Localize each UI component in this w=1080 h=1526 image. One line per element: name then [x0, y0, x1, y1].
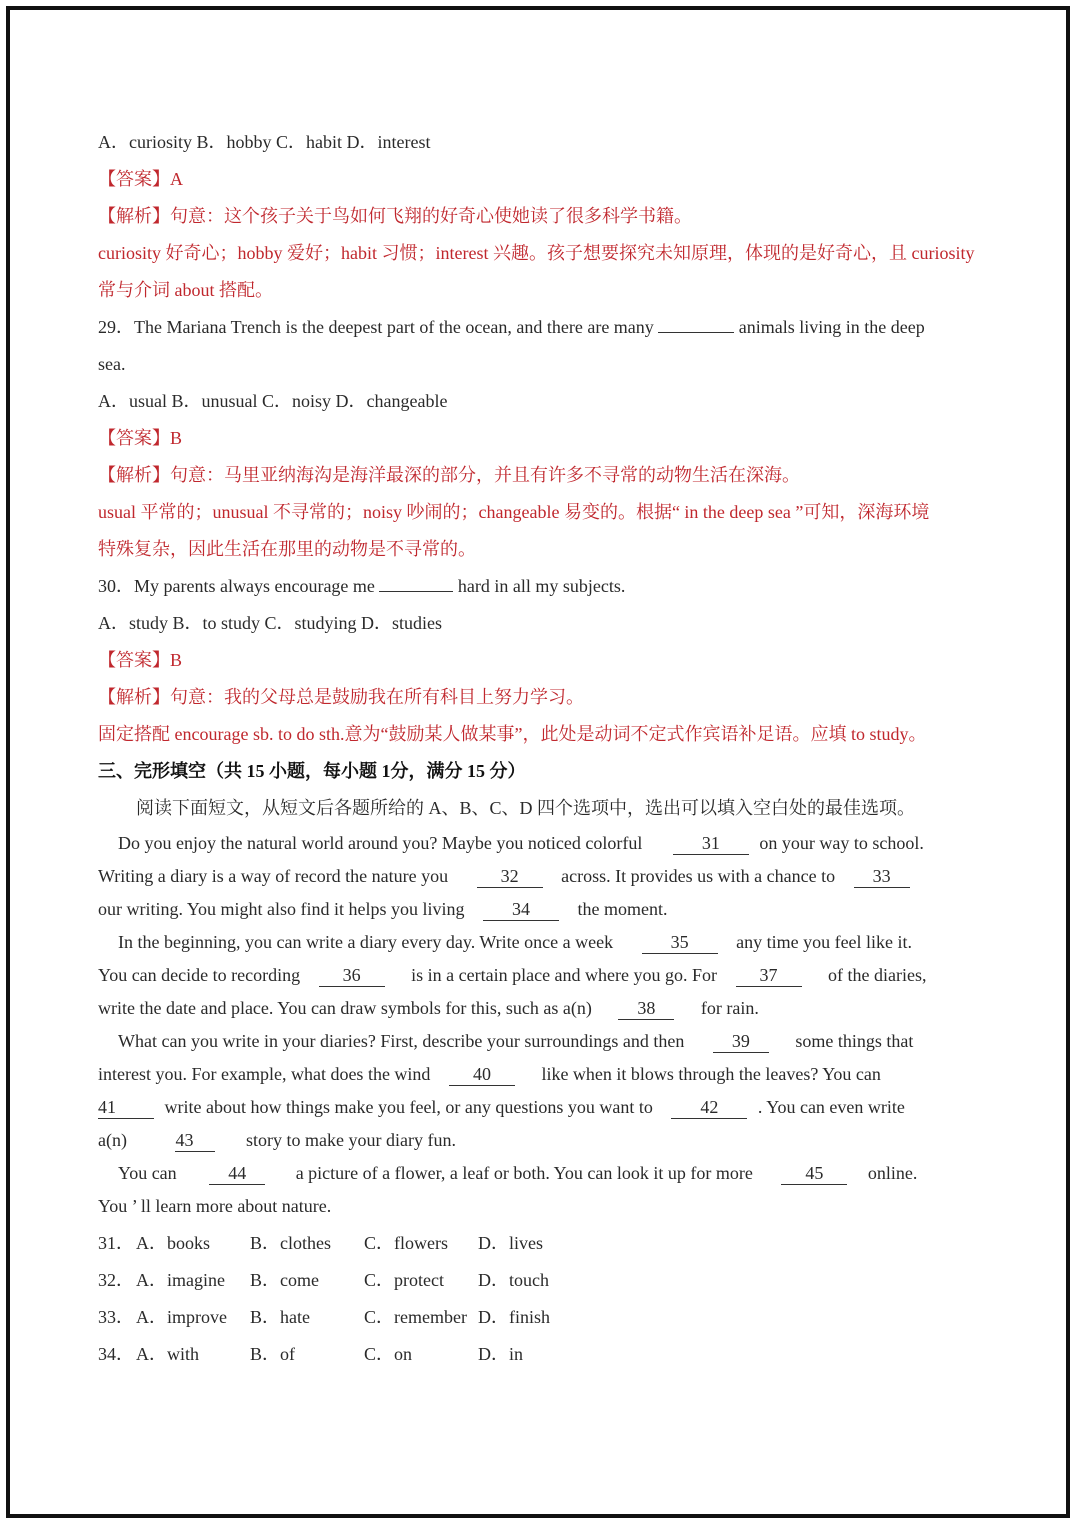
q28-analysis-line1: 【解析】句意：这个孩子关于鸟如何飞翔的好奇心使她读了很多科学书籍。 — [98, 206, 692, 226]
q29-stem-cont: sea. — [98, 354, 126, 374]
option-a: A．improve — [136, 1307, 227, 1327]
blank-40: 40 — [449, 1063, 515, 1086]
passage-text: You can decide to recording — [98, 965, 301, 985]
option-a: A．with — [136, 1344, 199, 1364]
passage-line-3 — [98, 893, 998, 926]
option-d: D．touch — [478, 1270, 549, 1290]
passage-text: You can — [118, 1163, 177, 1183]
q30-blank — [379, 591, 453, 592]
q30-stem-part1: 30．My parents always encourage me — [98, 576, 375, 596]
section3-title: 三、完形填空（共 15 小题，每小题 1分，满分 15 分） — [98, 761, 526, 781]
blank-41: 41 — [98, 1096, 154, 1119]
passage-text: In the beginning, you can write a diary every day. Write once a week — [118, 932, 614, 952]
blank-39: 39 — [713, 1030, 769, 1053]
option-b: B．clothes — [250, 1233, 331, 1253]
q30-stem — [98, 568, 998, 605]
q29-analysis-line1: 【解析】句意：马里亚纳海沟是海洋最深的部分，并且有许多不寻常的动物生活在深海。 — [98, 465, 800, 485]
passage-text: the moment. — [577, 899, 668, 919]
option-b: B．come — [250, 1270, 319, 1290]
passage-line-1 — [98, 827, 998, 860]
q28-analysis-line3: 常与介词 about 搭配。 — [98, 280, 273, 300]
passage-text: some things that — [795, 1031, 914, 1051]
q29-analysis-line3: 特殊复杂，因此生活在那里的动物是不寻常的。 — [98, 539, 476, 559]
passage-text: on your way to school. — [759, 833, 924, 853]
passage-text: for rain. — [700, 998, 759, 1018]
passage-text: interest you. For example, what does the wind — [98, 1064, 431, 1084]
option-b: B．of — [250, 1344, 295, 1364]
passage-line-7 — [98, 1025, 998, 1058]
section3-instruction: 阅读下面短文，从短文后各题所给的 A、B、C、D 四个选项中，选出可以填入空白处的最佳选项。 — [136, 798, 916, 818]
option-d: D．finish — [478, 1307, 550, 1327]
passage-line-4 — [98, 926, 998, 959]
q29-stem-part1: 29．The Mariana Trench is the deepest part of the ocean, and there are many — [98, 317, 654, 337]
passage-text: across. It provides us with a chance to — [561, 866, 836, 886]
passage-line-2 — [98, 860, 998, 893]
question-number: 34． — [98, 1344, 134, 1364]
passage-line-6 — [98, 992, 998, 1025]
passage-text: our writing. You might also find it helps you living — [98, 899, 465, 919]
option-c: C．protect — [364, 1270, 444, 1290]
blank-33: 33 — [854, 865, 910, 888]
question-number: 32． — [98, 1270, 134, 1290]
passage-line-10 — [98, 1124, 998, 1157]
q29-stem-part2: animals living in the deep — [738, 317, 925, 337]
passage-text: . You can even write — [757, 1097, 905, 1117]
passage-text: of the diaries, — [828, 965, 927, 985]
q30-options: A．study B．to study C．studying D．studies — [98, 613, 443, 633]
blank-31: 31 — [673, 832, 749, 855]
option-c: C．on — [364, 1344, 413, 1364]
passage-text: a(n) — [98, 1130, 127, 1150]
q29-analysis-line2: usual 平常的；unusual 不寻常的；noisy 吵闹的；changeable 易变的。根据“ in the deep sea ”可知，深海环境 — [98, 502, 930, 522]
choice-row-31 — [98, 1225, 998, 1262]
passage-text: Writing a diary is a way of record the nature you — [98, 866, 449, 886]
q30-stem-part2: hard in all my subjects. — [457, 576, 626, 596]
choice-row-32 — [98, 1262, 998, 1299]
option-d: D．lives — [478, 1233, 543, 1253]
passage-line-12: You ’ ll learn more about nature. — [98, 1196, 332, 1216]
blank-35: 35 — [642, 931, 718, 954]
blank-34: 34 — [483, 898, 559, 921]
q29-blank — [658, 332, 734, 333]
option-b: B．hate — [250, 1307, 310, 1327]
document-body — [98, 124, 998, 1373]
choice-row-33 — [98, 1299, 998, 1336]
question-number: 31． — [98, 1233, 134, 1253]
passage-line-9 — [98, 1091, 998, 1124]
blank-42: 42 — [671, 1096, 747, 1119]
q28-analysis-line2: curiosity 好奇心；hobby 爱好；habit 习惯；interest 兴趣。孩子想要探究未知原理，体现的是好奇心，且 curiosity — [98, 243, 975, 263]
passage-text: online. — [867, 1163, 918, 1183]
passage-text: story to make your diary fun. — [245, 1130, 456, 1150]
question-number: 33． — [98, 1307, 134, 1327]
option-c: C．remember — [364, 1307, 467, 1327]
choice-row-34 — [98, 1336, 998, 1373]
passage-text: is in a certain place and where you go. For — [411, 965, 718, 985]
passage-line-11 — [98, 1157, 998, 1190]
q29-answer: 【答案】B — [98, 428, 183, 448]
option-a: A．books — [136, 1233, 211, 1253]
blank-36: 36 — [319, 964, 385, 987]
passage-line-5 — [98, 959, 998, 992]
blank-32: 32 — [477, 865, 543, 888]
option-a: A．imagine — [136, 1270, 225, 1290]
q29-stem — [98, 309, 998, 346]
q28-options: A．curiosity B．hobby C．habit D．interest — [98, 132, 431, 152]
blank-44: 44 — [209, 1162, 265, 1185]
passage-text: any time you feel like it. — [736, 932, 913, 952]
blank-38: 38 — [618, 997, 674, 1020]
passage-text: What can you write in your diaries? First, describe your surroundings and then — [118, 1031, 685, 1051]
q29-options: A．usual B．unusual C．noisy D．changeable — [98, 391, 448, 411]
passage-text: like when it blows through the leaves? You can — [541, 1064, 881, 1084]
blank-37: 37 — [736, 964, 802, 987]
option-d: D．in — [478, 1344, 523, 1364]
q30-answer: 【答案】B — [98, 650, 183, 670]
passage-text: write the date and place. You can draw symbols for this, such as a(n) — [98, 998, 592, 1018]
passage-text: Do you enjoy the natural world around you? Maybe you noticed colorful — [118, 833, 643, 853]
blank-43: 43 — [175, 1129, 215, 1152]
q28-answer: 【答案】A — [98, 169, 183, 189]
q30-analysis-line2: 固定搭配 encourage sb. to do sth.意为“鼓励某人做某事”，此处是动词不定式作宾语补足语。应填 to study。 — [98, 724, 927, 744]
q30-analysis-line1: 【解析】句意：我的父母总是鼓励我在所有科目上努力学习。 — [98, 687, 584, 707]
option-c: C．flowers — [364, 1233, 448, 1253]
blank-45: 45 — [781, 1162, 847, 1185]
passage-line-8 — [98, 1058, 998, 1091]
passage-text: a picture of a flower, a leaf or both. You can look it up for more — [295, 1163, 753, 1183]
passage-text: write about how things make you feel, or any questions you want to — [164, 1097, 653, 1117]
